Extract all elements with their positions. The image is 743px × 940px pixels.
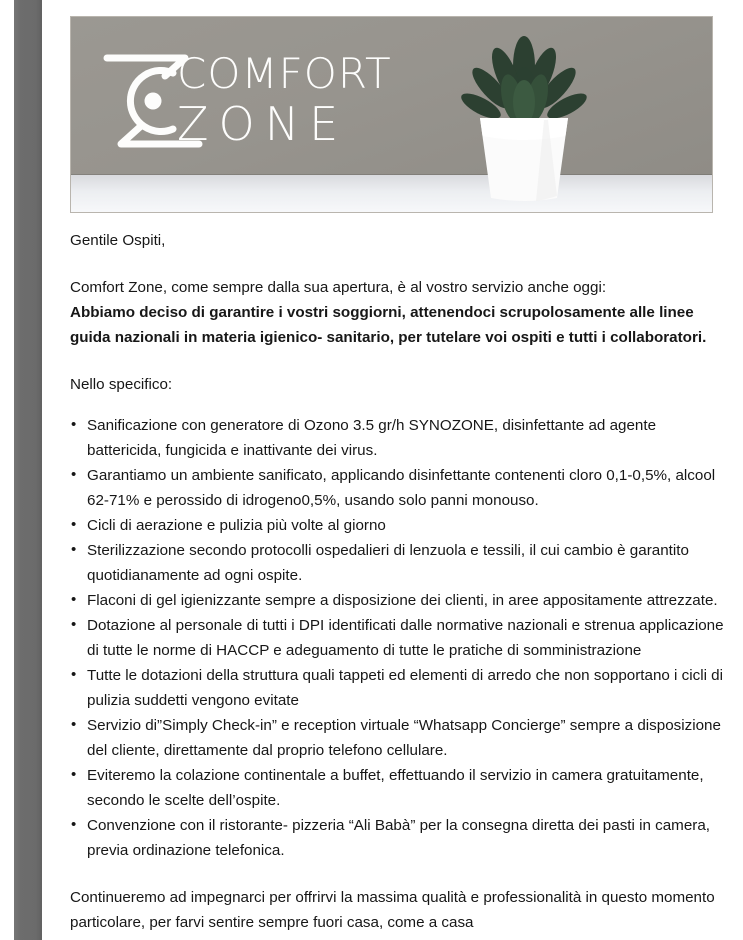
intro-bold-paragraph: Abbiamo deciso di garantire i vostri soggiorni, attenendoci scrupolosamente alle linee guida nazionali in materia igienico- sanitario, per tutelare voi ospiti e tutti i collaboratori. (70, 304, 707, 346)
banner-table-surface (71, 175, 712, 212)
potted-succulent-plant-image (444, 26, 604, 204)
list-item: • Sterilizzazione secondo protocolli ospedalieri di lenzuola e tessili, il cui cambio è garantito quotidianamente ad ogni ospite. (70, 538, 725, 588)
closing-paragraph: Continueremo ad impegnarci per offrirvi la massima qualità e professionalità in questo momento particolare, per farvi sentire sempre fuori casa, come a casa (70, 889, 715, 931)
list-item: • Eviteremo la colazione continentale a buffet, effettuando il servizio in camera gratuitamente, secondo le scelte dell’ospite. (70, 763, 725, 813)
list-item: • Dotazione al personale di tutti i DPI identificati dalle normative nazionali e strenua applicazione di tutte le norme di HACCP e adeguamento di tutte le pratiche di somministrazione (70, 613, 725, 663)
document-page (43, 0, 743, 940)
list-item: • Garantiamo un ambiente sanificato, applicando disinfettante contenenti cloro 0,1-0,5%, alcool 62-71% e perossido di idrogeno0,5%, usando solo panni monouso. (70, 463, 725, 513)
comfort-zone-wordmark (177, 49, 392, 151)
section-lead: Nello specifico: (70, 376, 173, 393)
list-item: • Flaconi di gel igienizzante sempre a disposizione dei clienti, in aree appositamente attrezzate. (70, 588, 725, 613)
letter-body (70, 228, 725, 935)
intro-paragraph: Comfort Zone, come sempre dalla sua apertura, è al vostro servizio anche oggi: (70, 279, 607, 296)
list-item: • Cicli di aerazione e pulizia più volte al giorno (70, 513, 725, 538)
list-item: • Sanificazione con generatore di Ozono 3.5 gr/h SYNOZONE, disinfettante ad agente battericida, fungicida e inattivante dei virus. (70, 413, 725, 463)
vertical-scrollbar[interactable] (14, 0, 42, 940)
list-item: • Tutte le dotazioni della struttura quali tappeti ed elementi di arredo che non sopportano i cicli di pulizia suddetti vengono evitate (70, 663, 725, 713)
measures-list (70, 413, 725, 863)
wordmark-line-comfort: COMFORT (177, 49, 392, 98)
plant-leaves (458, 36, 590, 124)
list-item: • Convenzione con il ristorante- pizzeria “Ali Babà” per la consegna diretta dei pasti in camera, previa ordinazione telefonica. (70, 813, 725, 863)
wordmark-line-zone: ZONE (177, 97, 349, 151)
list-item: • Servizio di”Simply Check-in” e reception virtuale “Whatsapp Concierge” sempre a disposizione del cliente, direttamente dal proprio telefono cellulare. (70, 713, 725, 763)
salutation: Gentile Ospiti, (70, 232, 166, 249)
header-banner-image (70, 16, 713, 213)
plant-pot (480, 118, 568, 201)
